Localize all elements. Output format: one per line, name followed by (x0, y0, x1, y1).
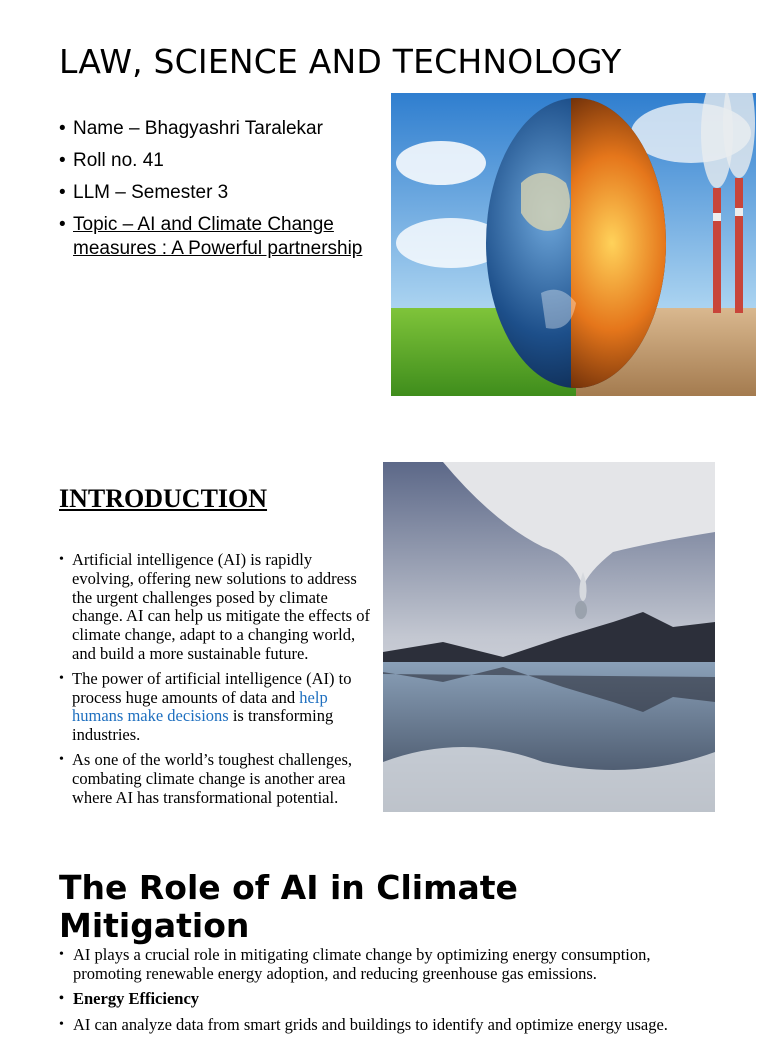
list-item-name: • Name – Bhagyashri Taralekar (59, 117, 399, 141)
intro-item-3: • As one of the world’s toughest challenges, combating climate change is another area where AI has transformational potential. (59, 751, 377, 807)
list-item-roll: • Roll no. 41 (59, 149, 399, 173)
list-item-topic (59, 213, 399, 261)
ice-illustration (383, 462, 715, 812)
intro-text: is transforming industries. (72, 706, 334, 745)
intro-text: The power of artificial intelligence (AI) to process huge amounts of data and (72, 668, 352, 707)
role-item-2: • Energy Efficiency (59, 990, 699, 1009)
introduction-heading: INTRODUCTION (59, 484, 268, 513)
introduction-list (59, 551, 377, 813)
earth-illustration (391, 93, 756, 396)
intro-item-2 (59, 670, 377, 745)
intro-item-1: • Artificial intelligence (AI) is rapidly evolving, offering new solutions to address the urgent challenges posed by climate change. AI can help us mitigate the effects of climate change, adapt to a changing world, and build a more sustainable future. (59, 551, 377, 664)
melting-ice-image (383, 462, 715, 812)
role-list (59, 946, 699, 1041)
role-item-1: • AI plays a crucial role in mitigating climate change by optimizing energy consumption, promoting renewable energy adoption, and reducing greenhouse gas emissions. (59, 946, 699, 983)
earth-climate-image (391, 93, 756, 396)
role-heading: The Role of AI in Climate Mitigation (59, 868, 518, 945)
role-item-3: • AI can analyze data from smart grids and buildings to identify and optimize energy usage. (59, 1016, 699, 1035)
student-info-list (59, 117, 399, 269)
slide-title: LAW, SCIENCE AND TECHNOLOGY (59, 42, 622, 81)
list-item-semester: • LLM – Semester 3 (59, 181, 399, 205)
help-humans-link[interactable]: help humans make decisions (72, 687, 328, 726)
topic-text: Topic – AI and Climate Change measures : A Powerful partnership (73, 214, 363, 259)
